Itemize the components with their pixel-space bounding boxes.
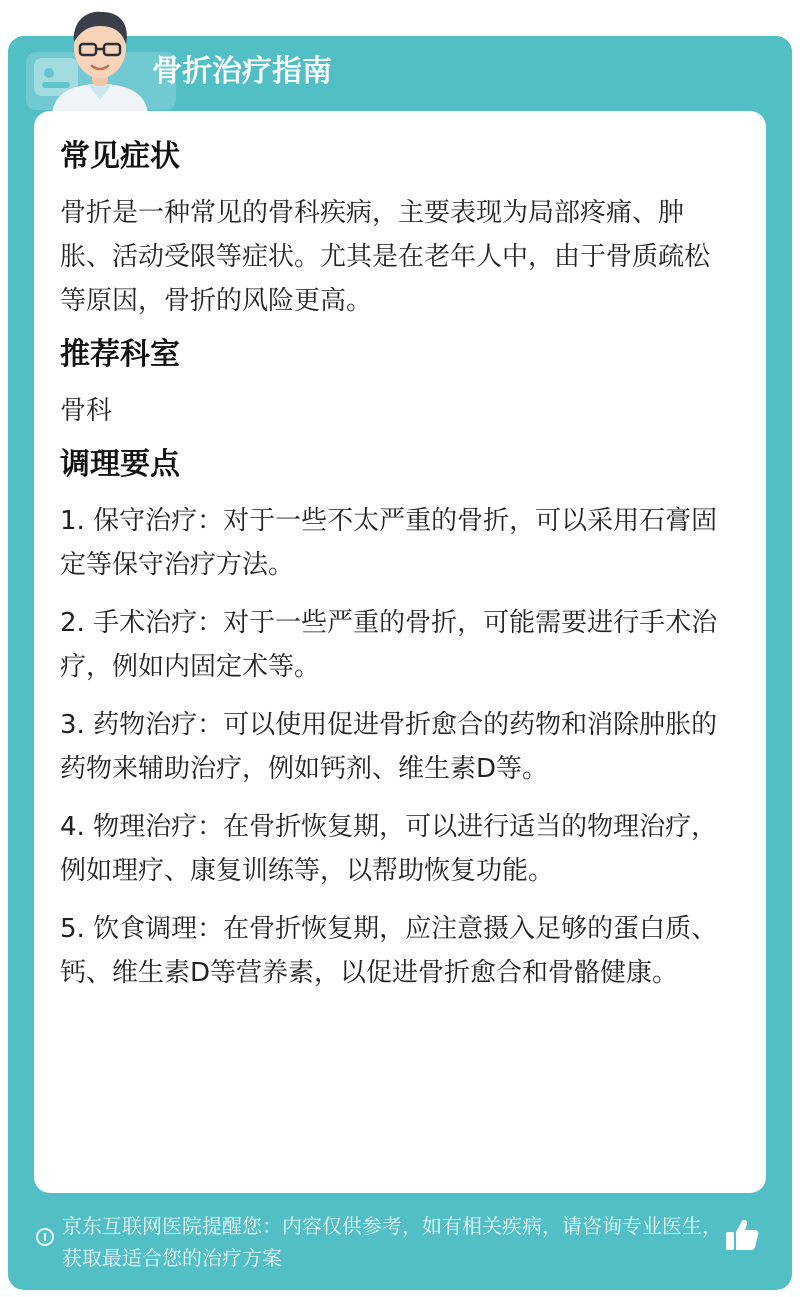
- page-title: 骨折治疗指南: [152, 54, 332, 89]
- care-item: 5. 饮食调理：在骨折恢复期，应注意摄入足够的蛋白质、钙、维生素D等营养素，以促进骨折愈合和骨骼健康。: [60, 914, 718, 988]
- content-body: [60, 135, 724, 1009]
- care-item: 4. 物理治疗：在骨折恢复期，可以进行适当的物理治疗，例如理疗、康复训练等，以帮助恢复功能。: [60, 812, 718, 886]
- thumbs-up-icon[interactable]: [724, 1218, 760, 1252]
- care-item: 2. 手术治疗：对于一些严重的骨折，可能需要进行手术治疗，例如内固定术等。: [60, 608, 718, 682]
- doctor-avatar: [44, 4, 156, 114]
- symptoms-text: 骨折是一种常见的骨科疾病，主要表现为局部疼痛、肿胀、活动受限等症状。尤其是在老年人中，由于骨质疏松等原因，骨折的风险更高。: [60, 198, 711, 316]
- care-item: 3. 药物治疗：可以使用促进骨折愈合的药物和消除肿胀的药物来辅助治疗，例如钙剂、维生素D等。: [60, 710, 718, 784]
- footer-notice: 京东互联网医院提醒您：内容仅供参考，如有相关疾病，请咨询专业医生，获取最适合您的治疗方案: [62, 1214, 722, 1270]
- department-heading: 推荐科室: [60, 337, 180, 372]
- care-heading: 调理要点: [60, 447, 180, 482]
- care-item: 1. 保守治疗：对于一些不太严重的骨折，可以采用石膏固定等保守治疗方法。: [60, 506, 718, 580]
- content-card: [34, 111, 766, 1193]
- department-text: 骨科: [60, 396, 113, 426]
- info-icon: [36, 1228, 54, 1246]
- symptoms-heading: 常见症状: [60, 139, 180, 174]
